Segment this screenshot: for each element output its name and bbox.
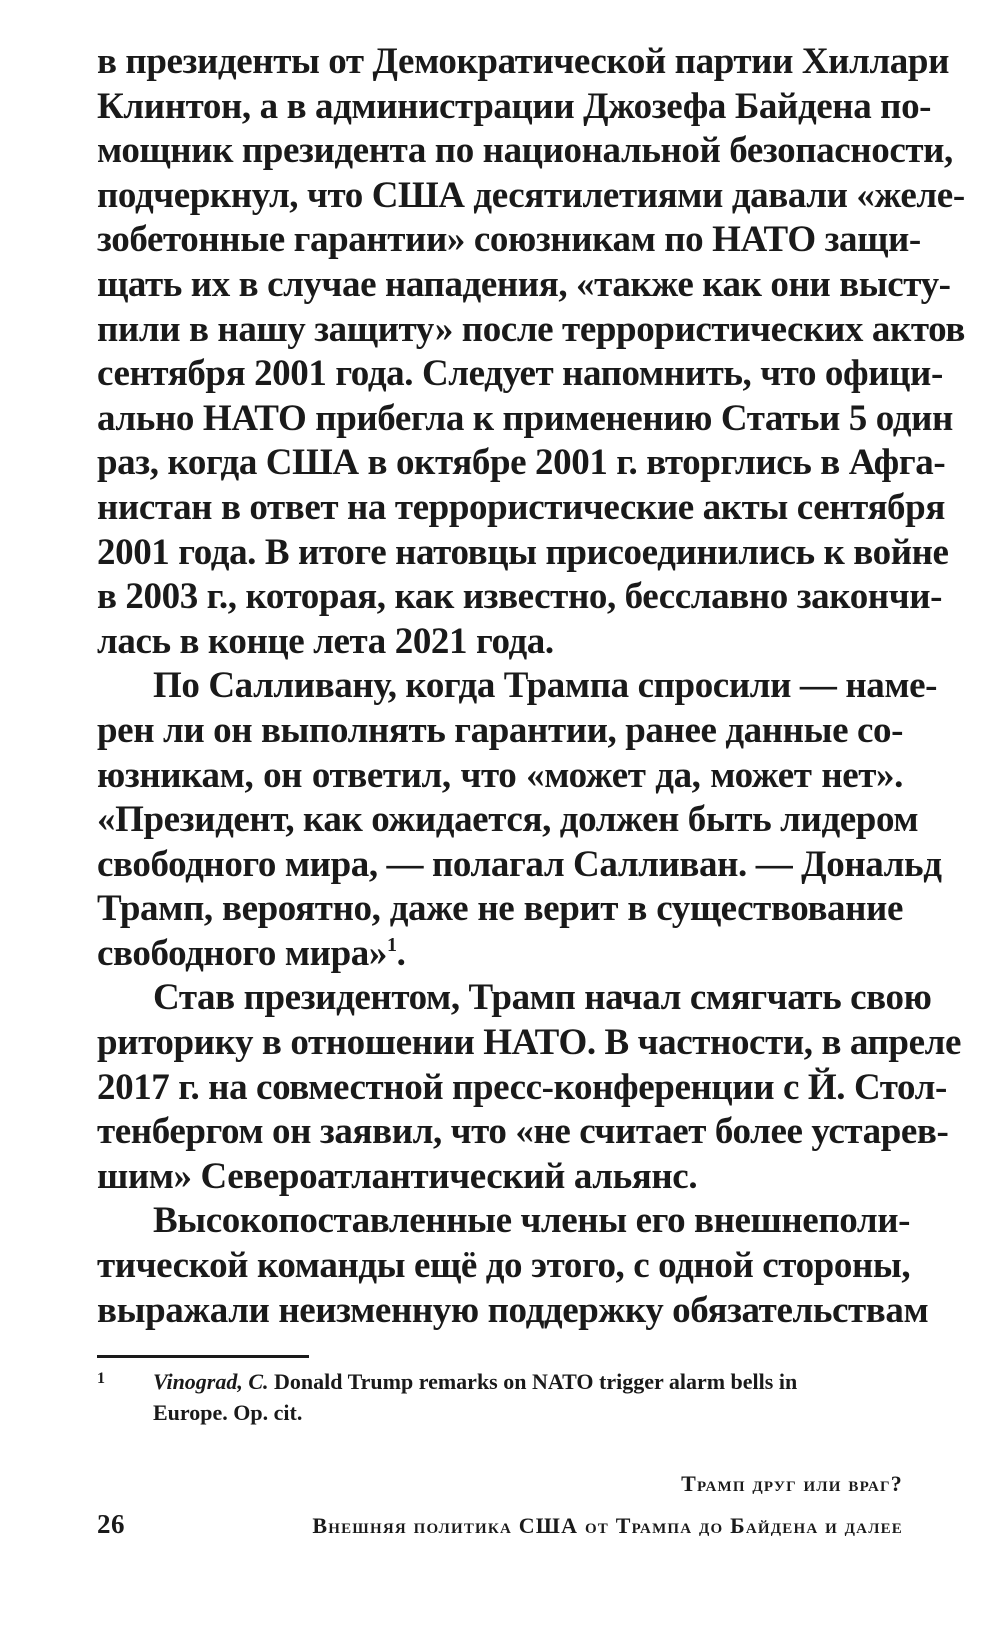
footnote-mark: 1: [97, 1370, 105, 1387]
text-line: свободного мира, — полагал Салливан. — Дональд: [97, 843, 942, 885]
text-line: Высокопоставленные члены его внешнеполи-: [153, 1200, 911, 1242]
text-line: «Президент, как ожидается, должен быть лидером: [97, 799, 919, 841]
text-line: свободного мира»: [97, 932, 387, 974]
text-line: юзникам, он ответил, что «может да, может нет».: [97, 754, 903, 796]
text-line: лась в конце лета 2021 года.: [97, 620, 554, 662]
text-line: тической команды ещё до этого, с одной стороны,: [97, 1245, 911, 1287]
text-line: Трамп, вероятно, даже не верит в существование: [97, 888, 903, 930]
text-line: риторику в отношении НАТО. В частности, в апреле: [97, 1022, 962, 1064]
text-line: нистан в ответ на террористические акты сентября: [97, 486, 945, 528]
text-line: выражали неизменную поддержку обязательствам: [97, 1289, 929, 1331]
text-line: щать их в случае нападения, «также как они высту-: [97, 263, 951, 305]
text-line-with-footnote: [97, 932, 903, 977]
running-foot: [97, 1509, 903, 1539]
text-line: 2017 г. на совместной пресс-конференции с Й. Стол-: [97, 1066, 947, 1108]
text-line: раз, когда США в октябре 2001 г. вторглись в Афга-: [97, 442, 946, 484]
text-line: тенбергом он заявил, что «не считает более устарев-: [97, 1111, 949, 1153]
sentence-end: .: [396, 932, 406, 974]
page-number: 26: [97, 1509, 125, 1539]
text-line: в президенты от Демократической партии Хиллари: [97, 41, 950, 82]
text-line: рен ли он выполнять гарантии, ранее данные со-: [97, 709, 904, 751]
text-line: Став президентом, Трамп начал смягчать свою: [153, 977, 932, 1019]
text-line: зобетонные гарантии» союзникам по НАТО защи-: [97, 219, 921, 261]
main-text: [97, 40, 965, 1333]
footnote-title: Donald Trump remarks on NATO trigger alarm bells in: [268, 1369, 798, 1394]
text-line: сентября 2001 года. Следует напомнить, что офици-: [97, 353, 943, 395]
text-line: пили в нашу защиту» после террористических актов: [97, 308, 965, 350]
footnote-line: Europe. Op. cit.: [153, 1400, 303, 1425]
text-line: подчеркнул, что США десятилетиями давали «желе-: [97, 174, 965, 216]
text-line: шим» Североатлантический альянс.: [97, 1155, 698, 1197]
text-line: в 2003 г., которая, как известно, бесславно закончи-: [97, 576, 943, 618]
text-line: ально НАТО прибегла к применению Статьи 5 один: [97, 397, 953, 439]
footnote-author: Vinograd, C.: [153, 1369, 269, 1394]
footnote-divider: [97, 1355, 309, 1358]
text-line: 2001 года. В итоге натовцы присоединились к войне: [97, 531, 949, 573]
footnote-body: [153, 1366, 903, 1428]
text-line: По Салливану, когда Трампа спросили — наме-: [153, 665, 938, 707]
text-line: Клинтон, а в администрации Джозефа Байдена по-: [97, 85, 932, 127]
running-head-book-title: Трамп друг или враг?: [681, 1471, 903, 1496]
footnote-line: [153, 1366, 903, 1397]
footnote: [97, 1366, 903, 1428]
running-head-series-title: Внешняя политика США от Трампа до Байдена и далее: [312, 1513, 903, 1538]
text-line: мощник президента по национальной безопасности,: [97, 130, 953, 172]
footnote-reference[interactable]: 1: [386, 933, 397, 956]
